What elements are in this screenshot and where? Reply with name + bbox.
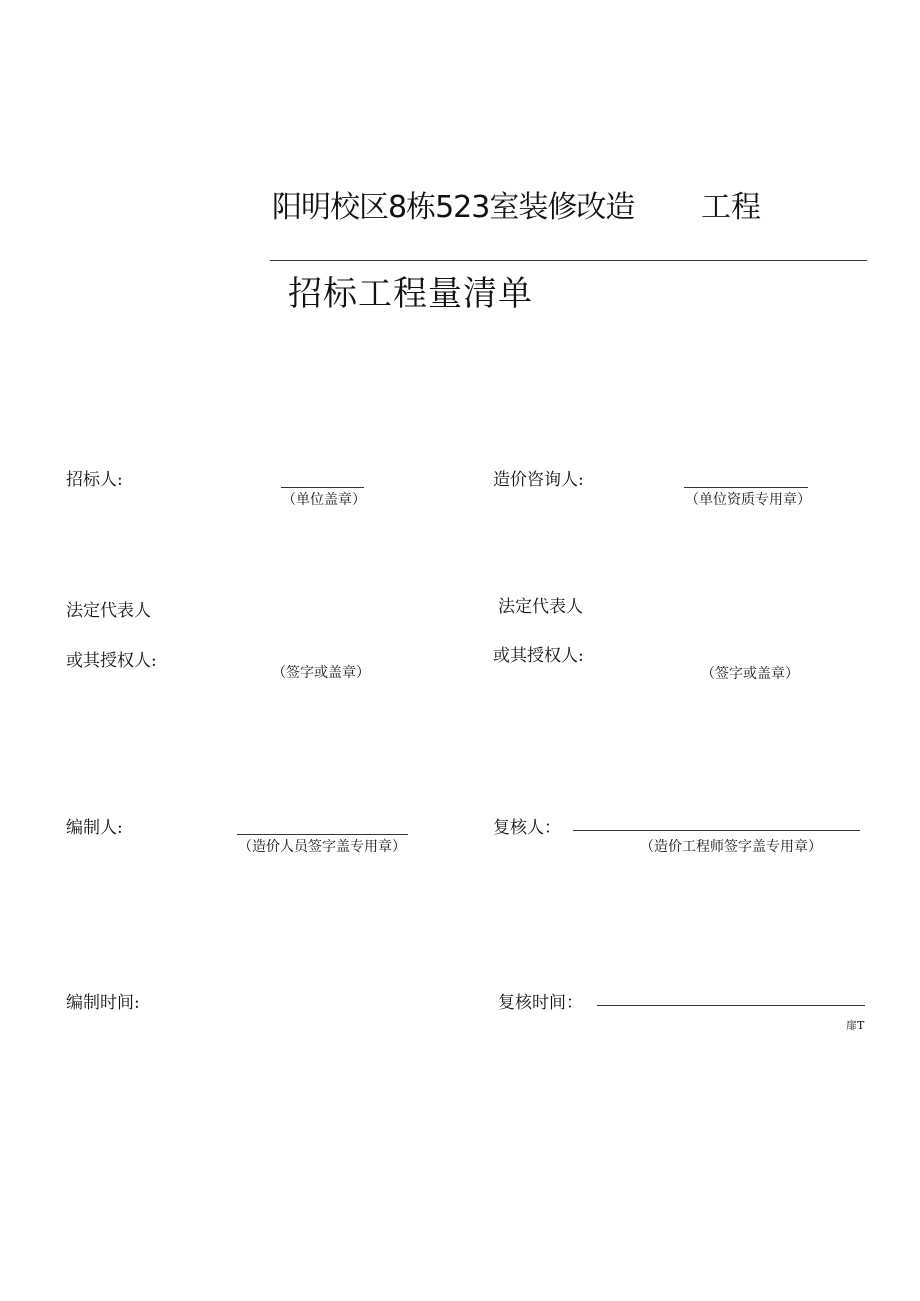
project-name: 阳明校区8栋523室装修改造 [272,190,635,225]
authorized-label-left: 或其授权人: [66,651,157,671]
compiler-signature-line [237,834,408,835]
tenderer-label: 招标人: [66,470,123,490]
legal-rep-label-left: 法定代表人 [66,601,151,621]
reviewer-seal-note: （造价工程师签字盖专用章） [640,839,822,855]
page-mark: 扉T [846,1019,865,1032]
review-time-line [597,1005,865,1006]
review-time-label: 复核时间： [498,993,583,1013]
project-suffix: 工程 [701,190,761,225]
authorized-label-right: 或其授权人: [493,646,584,666]
reviewer-label: 复核人： [493,818,561,838]
compiler-seal-note: （造价人员签字盖专用章） [238,839,406,855]
reviewer-signature-line [573,830,860,831]
tenderer-signature-line [281,487,364,488]
legal-rep-label-right: 法定代表人 [498,597,583,617]
consultant-label: 造价咨询人: [493,470,584,490]
sign-or-seal-note-left: （签字或盖章） [272,665,370,681]
title-underline [270,260,867,261]
sign-or-seal-note-right: （签字或盖章） [701,666,799,682]
consultant-seal-note: （单位资质专用章） [685,492,811,508]
compiler-label: 编制人: [66,818,123,838]
document-title: 招标工程量清单 [288,274,533,314]
compile-time-label: 编制时间: [66,993,140,1013]
consultant-signature-line [684,487,808,488]
tenderer-seal-note: （单位盖章） [282,492,366,508]
